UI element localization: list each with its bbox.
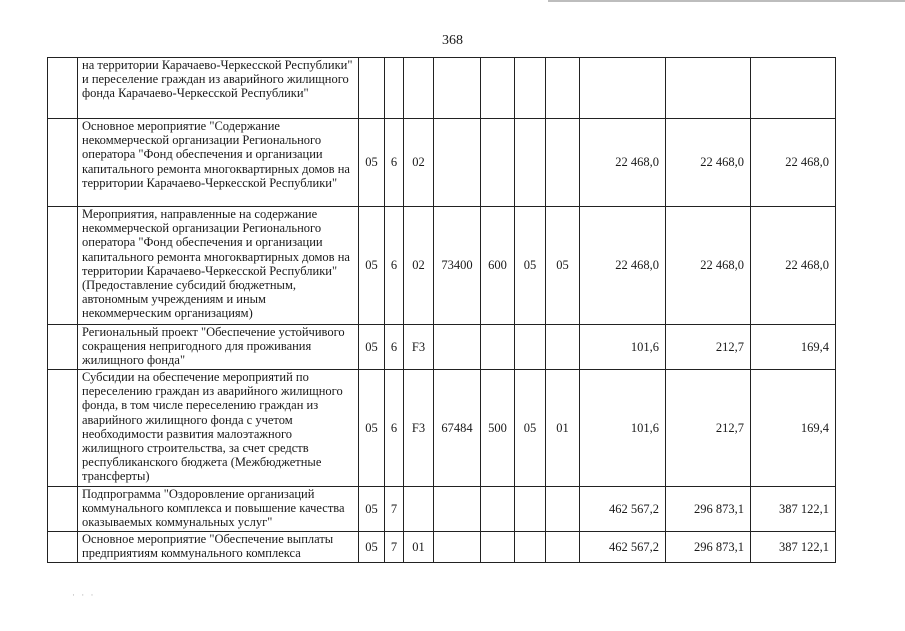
section-code-cell: 05 xyxy=(359,487,385,532)
table-row xyxy=(48,58,836,119)
subsection-code-cell: 7 xyxy=(385,532,404,563)
subsection-code-cell xyxy=(385,58,404,119)
column-7-cell xyxy=(546,119,580,207)
column-6-cell xyxy=(515,58,546,119)
amount-year-3-cell: 22 468,0 xyxy=(751,119,836,207)
amount-year-1-cell: 462 567,2 xyxy=(580,487,666,532)
column-7-cell: 01 xyxy=(546,370,580,487)
column-7-cell: 05 xyxy=(546,207,580,325)
amount-year-2-cell: 296 873,1 xyxy=(666,487,751,532)
subsection-code-cell: 6 xyxy=(385,370,404,487)
index-cell xyxy=(48,58,78,119)
amount-year-3-cell: 22 468,0 xyxy=(751,207,836,325)
amount-year-1-cell: 22 468,0 xyxy=(580,119,666,207)
amount-year-3-cell xyxy=(751,58,836,119)
amount-year-3-cell: 169,4 xyxy=(751,370,836,487)
column-7-cell xyxy=(546,532,580,563)
amount-year-2-cell: 22 468,0 xyxy=(666,207,751,325)
section-code-cell: 05 xyxy=(359,325,385,370)
program-code-cell: 01 xyxy=(404,532,434,563)
amount-year-2-cell: 22 468,0 xyxy=(666,119,751,207)
scan-artifact: · · · xyxy=(72,590,96,600)
column-6-cell xyxy=(515,487,546,532)
program-code-cell xyxy=(404,487,434,532)
amount-year-2-cell: 212,7 xyxy=(666,370,751,487)
expense-type-cell xyxy=(481,58,515,119)
column-6-cell: 05 xyxy=(515,207,546,325)
section-code-cell xyxy=(359,58,385,119)
target-code-cell xyxy=(434,487,481,532)
index-cell xyxy=(48,532,78,563)
amount-year-3-cell: 387 122,1 xyxy=(751,487,836,532)
program-code-cell: 02 xyxy=(404,119,434,207)
description-cell: Региональный проект "Обеспечение устойчивого сокращения непригодного для проживания жилищного фонда" xyxy=(78,325,359,370)
column-7-cell xyxy=(546,487,580,532)
column-6-cell xyxy=(515,532,546,563)
amount-year-2-cell: 296 873,1 xyxy=(666,532,751,563)
index-cell xyxy=(48,370,78,487)
program-code-cell: F3 xyxy=(404,370,434,487)
description-cell: на территории Карачаево-Черкесской Республики" и переселение граждан из аварийного жилищного фонда Карачаево-Черкесской Республики" xyxy=(78,58,359,119)
column-6-cell xyxy=(515,325,546,370)
amount-year-1-cell: 101,6 xyxy=(580,370,666,487)
section-code-cell: 05 xyxy=(359,370,385,487)
section-code-cell: 05 xyxy=(359,532,385,563)
subsection-code-cell: 6 xyxy=(385,119,404,207)
description-cell: Мероприятия, направленные на содержание некоммерческой организации Регионального оператора "Фонд обеспечения и организации капитального ремонта многоквартирных домов на территории Карачаево-Черкесской Республики" (Предоставление субсидий бюджетным, автономным учреждениям и иным некоммерческим организациям) xyxy=(78,207,359,325)
subsection-code-cell: 6 xyxy=(385,325,404,370)
amount-year-3-cell: 169,4 xyxy=(751,325,836,370)
page-number: 368 xyxy=(442,33,463,48)
scan-top-rule xyxy=(548,0,905,2)
expense-type-cell: 600 xyxy=(481,207,515,325)
subsection-code-cell: 7 xyxy=(385,487,404,532)
program-code-cell: 02 xyxy=(404,207,434,325)
target-code-cell xyxy=(434,58,481,119)
table-row xyxy=(48,325,836,370)
amount-year-2-cell: 212,7 xyxy=(666,325,751,370)
target-code-cell: 73400 xyxy=(434,207,481,325)
column-6-cell: 05 xyxy=(515,370,546,487)
expense-type-cell xyxy=(481,119,515,207)
section-code-cell: 05 xyxy=(359,207,385,325)
table-row xyxy=(48,119,836,207)
program-code-cell: F3 xyxy=(404,325,434,370)
expense-type-cell xyxy=(481,325,515,370)
expense-type-cell xyxy=(481,487,515,532)
subsection-code-cell: 6 xyxy=(385,207,404,325)
program-code-cell xyxy=(404,58,434,119)
column-6-cell xyxy=(515,119,546,207)
section-code-cell: 05 xyxy=(359,119,385,207)
index-cell xyxy=(48,325,78,370)
expense-type-cell xyxy=(481,532,515,563)
description-cell: Основное мероприятие "Обеспечение выплаты предприятиям коммунального комплекса xyxy=(78,532,359,563)
amount-year-1-cell: 101,6 xyxy=(580,325,666,370)
target-code-cell xyxy=(434,325,481,370)
index-cell xyxy=(48,207,78,325)
table-row xyxy=(48,207,836,325)
table-row xyxy=(48,370,836,487)
index-cell xyxy=(48,487,78,532)
description-cell: Субсидии на обеспечение мероприятий по переселению граждан из аварийного жилищного фонда, в том числе переселению граждан из аварийного жилищного фонда с учетом необходимости развития малоэтажного жилищного строительства, за счет средств республиканского бюджета (Межбюджетные трансферты) xyxy=(78,370,359,487)
amount-year-1-cell: 462 567,2 xyxy=(580,532,666,563)
target-code-cell: 67484 xyxy=(434,370,481,487)
expense-type-cell: 500 xyxy=(481,370,515,487)
target-code-cell xyxy=(434,532,481,563)
column-7-cell xyxy=(546,58,580,119)
description-cell: Основное мероприятие "Содержание некоммерческой организации Регионального оператора "Фонд обеспечения и организации капитального ремонта многоквартирных домов на территории Карачаево-Черкесской Республики" xyxy=(78,119,359,207)
column-7-cell xyxy=(546,325,580,370)
target-code-cell xyxy=(434,119,481,207)
table-row xyxy=(48,487,836,532)
description-cell: Подпрограмма "Оздоровление организаций коммунального комплекса и повышение качества оказываемых коммунальных услуг" xyxy=(78,487,359,532)
amount-year-1-cell xyxy=(580,58,666,119)
table-row xyxy=(48,532,836,563)
index-cell xyxy=(48,119,78,207)
amount-year-3-cell: 387 122,1 xyxy=(751,532,836,563)
budget-table xyxy=(47,57,836,563)
amount-year-2-cell xyxy=(666,58,751,119)
amount-year-1-cell: 22 468,0 xyxy=(580,207,666,325)
